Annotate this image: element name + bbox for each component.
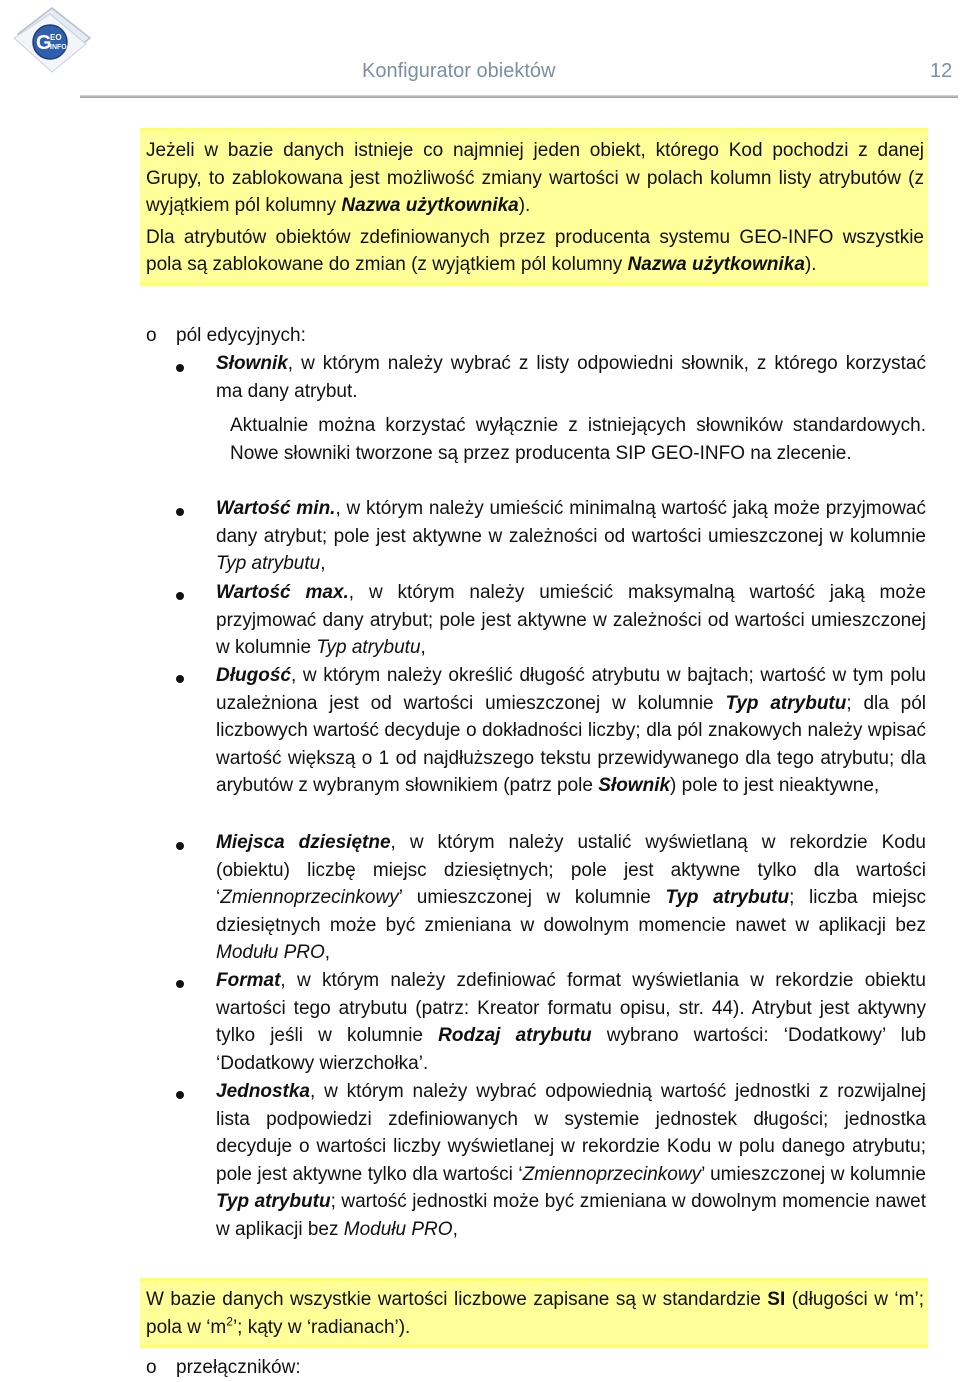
bullet-icon: [176, 592, 184, 600]
bullet-icon: [176, 508, 184, 516]
bullet-icon: [176, 364, 184, 372]
note-paragraph-si: W bazie danych wszystkie wartości liczbowe zapisane są w standardzie SI (długości w ‘m’; pola w ‘$m^2$’; kąty w ‘radianach’).: [146, 1289, 924, 1338]
list-item-max-value: Wartość max., w którym należy umieścić maksymalną wartość jaką może przyjmować dany atrybut; pole jest aktywne w zależności od wartości umieszczonej w kolumnie Typ atrybutu,: [216, 582, 926, 659]
bullet-icon: [176, 842, 184, 850]
header-title: Konfigurator obiektów: [362, 60, 556, 82]
bullet-icon: [176, 675, 184, 683]
bullet-icon: [176, 1091, 184, 1099]
svg-text:INFO: INFO: [50, 44, 67, 51]
list-item-slownik: Słownik, w którym należy wybrać z listy odpowiedni słownik, z którego korzystać ma dany atrybut.: [216, 353, 926, 402]
note-locked-fields: [140, 128, 928, 286]
bullet-icon: [176, 980, 184, 988]
page-number: 12: [930, 60, 953, 82]
list-item-format: Format, w którym należy zdefiniować format wyświetlania w rekordzie obiektu wartości tego atrybutu (patrz: Kreator formatu opisu, str. 44). Atrybut jest aktywny tylko jeśli w kolumnie Rodzaj atrybutu wybrano wartości: ‘Dodatkowy’ lub ‘Dodatkowy wierzchołka’.: [216, 970, 927, 1074]
section-label-switches: przełączników:: [176, 1357, 301, 1378]
list-item-min-value: Wartość min., w którym należy umieścić minimalną wartość jaką może przyjmować dany atrybut; pole jest aktywne w zależności od wartości umieszczonej w kolumnie Typ atrybutu,: [216, 498, 926, 575]
circle-bullet: o: [146, 325, 157, 346]
list-item-unit: Jednostka, w którym należy wybrać odpowiednią wartość jednostki z rozwijalnej lista podpowiedzi zdefiniowanych w systemie jednostek długości; jednostka decyduje o wartości liczby wyświetlanej w rekordzie Kodu w polu danego atrybutu; pole jest aktywne tylko dla wartości ‘Zmiennoprzecinkowy’ umieszczonej w kolumnie Typ atrybutu; wartość jednostki może być zmieniana w dowolnym momencie nawet w aplikacji bez Modułu PRO,: [216, 1081, 927, 1240]
header-divider: [80, 95, 958, 98]
note-paragraph-1: Jeżeli w bazie danych istnieje co najmniej jeden obiekt, którego Kod pochodzi z danej Grupy, to zablokowana jest możliwość zmiany wartości w polach kolumn listy atrybutów (z wyjątkiem pól kolumny Nazwa użytkownika).: [146, 140, 924, 216]
section-label-edit-fields: pól edycyjnych:: [176, 325, 306, 346]
circle-bullet: o: [146, 1357, 157, 1378]
note-paragraph-2: Dla atrybutów obiektów zdefiniowanych przez producenta systemu GEO-INFO wszystkie pola są zablokowane do zmian (z wyjątkiem pól kolumny Nazwa użytkownika).: [146, 226, 924, 275]
list-item-decimal-places: Miejsca dziesiętne, w którym należy ustalić wyświetlaną w rekordzie Kodu (obiektu) liczbę miejsc dziesiętnych; pole jest aktywne tylko dla wartości ‘Zmiennoprzecinkowy’ umieszczonej w kolumnie Typ atrybutu; liczba miejsc dziesiętnych może być zmieniana w dowolnym momencie nawet w aplikacji bez Modułu PRO,: [216, 832, 926, 964]
svg-text:G: G: [36, 32, 52, 54]
list-item-length: Długość, w którym należy określić długość atrybutu w bajtach; wartość w tym polu uzależniona jest od wartości umieszczonej w kolumnie Typ atrybutu; dla pól liczbowych wartość decyduje o dokładności liczby; dla pól znakowych należy wpisać wartość większą o 1 od najdłuższego tekstu przewidywanego dla tego atrybutu; dla arybutów z wybranym słownikiem (patrz pole Słownik) pole to jest nieaktywne,: [216, 665, 927, 797]
geo-info-logo: [6, 4, 98, 84]
svg-text:EO: EO: [50, 33, 62, 42]
slownik-note: Aktualnie można korzystać wyłącznie z istniejących słowników standardowych. Nowe słowniki tworzone są przez producenta SIP GEO-INFO na zlecenie.: [230, 415, 926, 464]
note-si-units: [140, 1278, 928, 1348]
